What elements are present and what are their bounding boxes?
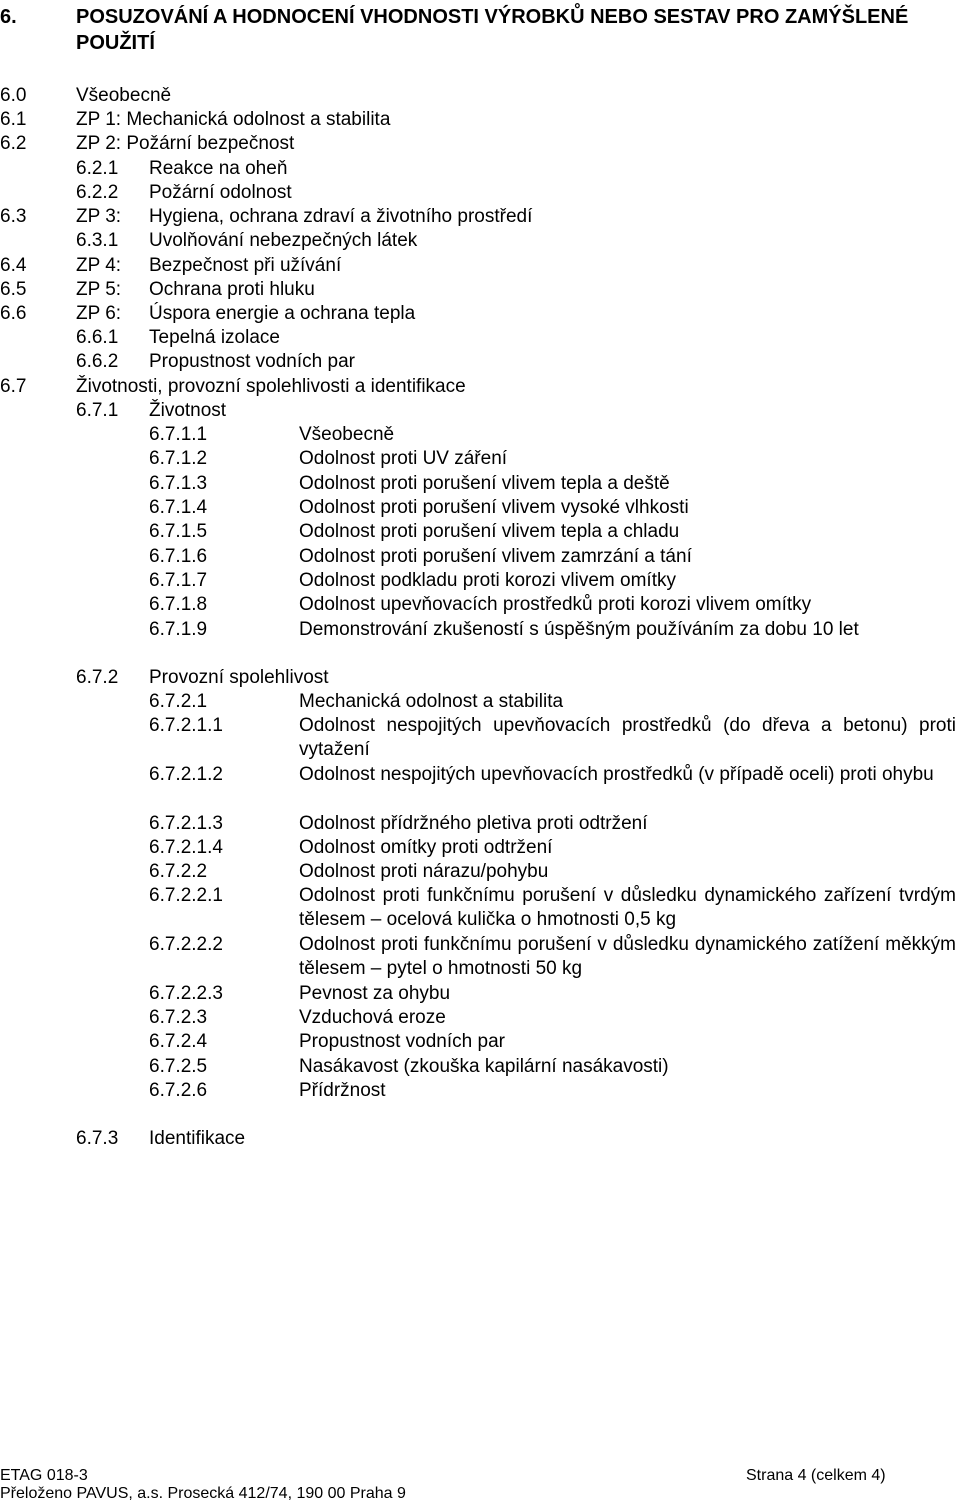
toc-entry-label: Nasákavost (zkouška kapilární nasákavosti) [299,1056,669,1077]
toc-entry-number: 6.7.1.7 [149,570,208,591]
toc-entry-number: 6.7.3 [76,1128,119,1149]
toc-entry [149,545,956,569]
toc-entry [149,1030,956,1054]
toc-entry-number: 6.4 [0,255,27,276]
toc-entry [76,666,956,690]
toc-entry-label: Propustnost vodních par [299,1031,505,1052]
toc-entry-number: 6.7.2.4 [149,1031,208,1052]
toc-entry-label: Všeobecně [299,424,395,445]
toc-entry-label: Propustnost vodních par [149,351,355,372]
toc-entry [149,884,956,932]
toc-entry [0,132,956,156]
toc-entry-label: Tepelná izolace [149,327,280,348]
toc-entry [149,520,956,544]
toc-entry [76,1127,956,1151]
toc-entry-prefix: ZP 5: [76,279,122,300]
toc-entry [0,254,956,278]
toc-entry-label: Odolnost proti funkčnímu porušení v důsledku dynamického zatížení měkkým tělesem – pytel o hmotnosti 50 kg [299,934,956,979]
toc-entry-number: 6.7.2.2.1 [149,885,223,906]
toc-entry-number: 6.2.2 [76,182,119,203]
toc-entry [0,278,956,302]
toc-entry [76,157,956,181]
toc-entry-label: ZP 2: Požární bezpečnost [76,133,295,154]
toc-entry-prefix: ZP 4: [76,255,122,276]
toc-entry-number: 6.2.1 [76,158,119,179]
toc-entry-number: 6.7.1.2 [149,448,208,469]
toc-entry [149,1055,956,1079]
toc-entry-label: Životnosti, provozní spolehlivosti a identifikace [76,376,466,397]
toc-entry-number: 6.7.2.1.3 [149,813,223,834]
toc-entry [76,399,956,423]
toc-entry-label: Mechanická odolnost a stabilita [299,691,564,712]
toc-entry-number: 6.1 [0,109,27,130]
toc-entry-number: 6.7.1.9 [149,619,208,640]
toc-entry-number: 6.7.2.6 [149,1080,208,1101]
toc-entry-number: 6.7.1.4 [149,497,208,518]
toc-entry [149,982,956,1006]
toc-entry [149,618,956,642]
toc-entry-number: 6.7.2.3 [149,1007,208,1028]
toc-entry-label: Odolnost proti funkčnímu porušení v důsledku dynamického zařízení tvrdým tělesem – ocelová kulička o hmotnosti 0,5 kg [299,885,956,930]
toc-entry [76,350,956,374]
toc-entry [0,205,956,229]
toc-entry [149,1079,956,1103]
toc-entry [149,423,956,447]
toc-entry-number: 6.5 [0,279,27,300]
footer-doc-id: ETAG 018-3 [0,1467,88,1484]
toc-entry-label: Odolnost proti UV záření [299,448,508,469]
toc-entry-label: Přídržnost [299,1080,386,1101]
toc-entry-number: 6.7.2.1.2 [149,764,223,785]
toc-entry-number: 6.7.2.2.3 [149,983,223,1004]
toc-entry-number: 6.2 [0,133,27,154]
toc-entry [149,472,956,496]
toc-entry-label: Odolnost proti porušení vlivem tepla a deště [299,473,670,494]
toc-entry-label: Životnost [149,400,227,421]
heading-title: POSUZOVÁNÍ A HODNOCENÍ VHODNOSTI VÝROBKŮ NEBO SESTAV PRO ZAMÝŠLENÉ POUŽITÍ [76,6,909,54]
toc-entry-label: Hygiena, ochrana zdraví a životního prostředí [149,206,533,227]
toc-entry-label: Odolnost proti porušení vlivem tepla a chladu [299,521,680,542]
toc-entry-label: Požární odolnost [149,182,292,203]
toc-entry-number: 6.6.2 [76,351,119,372]
toc-entry [76,181,956,205]
toc-entry [149,860,956,884]
toc-entry [149,763,956,811]
toc-entry [149,933,956,981]
footer-page-number: Strana 4 (celkem 4) [746,1467,886,1484]
toc-entry [0,302,956,326]
toc-entry-number: 6.3.1 [76,230,119,251]
toc-entry-number: 6.7.2.1 [149,691,208,712]
toc-entry-label: Odolnost omítky proti odtržení [299,837,553,858]
footer-translation-note: Přeloženo PAVUS, a.s. Prosecká 412/74, 190 00 Praha 9 [0,1485,406,1502]
toc-entry [149,569,956,593]
toc-entry-number: 6.0 [0,85,27,106]
toc-entry [149,690,956,714]
toc-entry-number: 6.7 [0,376,27,397]
toc-entry-number: 6.7.2.2 [149,861,208,882]
toc-entry-label: Reakce na oheň [149,158,288,179]
toc-entry [149,812,956,836]
toc-entry-number: 6.7.2.5 [149,1056,208,1077]
toc-entry-number: 6.6 [0,303,27,324]
toc-entry-label: Pevnost za ohybu [299,983,451,1004]
toc-entry-label: Odolnost proti porušení vlivem vysoké vlhkosti [299,497,689,518]
toc-entry [149,496,956,520]
heading-number: 6. [0,6,17,28]
toc-entry-number: 6.3 [0,206,27,227]
toc-entry [149,1006,956,1030]
toc-entry-label: Odolnost upevňovacích prostředků proti korozi vlivem omítky [299,594,812,615]
toc-entry [149,593,956,617]
toc-entry [149,714,956,762]
toc-entry [149,447,956,471]
toc-entry-label: Všeobecně [76,85,172,106]
toc-entry [0,84,956,108]
toc-entry-number: 6.7.2 [76,667,119,688]
toc-entry-number: 6.7.1.6 [149,546,208,567]
toc-entry-label: ZP 1: Mechanická odolnost a stabilita [76,109,391,130]
toc-entry-label: Odolnost nespojitých upevňovacích prostředků (do dřeva a betonu) proti vytažení [299,715,956,760]
toc-entry-number: 6.7.2.1.4 [149,837,223,858]
toc-entry-number: 6.7.1.5 [149,521,208,542]
toc-entry-label: Odolnost přídržného pletiva proti odtržení [299,813,648,834]
toc-entry-label: Identifikace [149,1128,246,1149]
toc-entry [76,229,956,253]
toc-entry-number: 6.7.1 [76,400,119,421]
toc-entry-label: Vzduchová eroze [299,1007,446,1028]
toc-entry-label: Odolnost nespojitých upevňovacích prostředků (v případě oceli) proti ohybu [299,764,934,785]
toc-entry [0,375,956,399]
toc-entry-label: Úspora energie a ochrana tepla [149,303,416,324]
toc-entry-number: 6.7.1.8 [149,594,208,615]
toc-entry-number: 6.6.1 [76,327,119,348]
toc-entry-label: Ochrana proti hluku [149,279,315,300]
toc-entry-number: 6.7.2.2.2 [149,934,223,955]
toc-entry-prefix: ZP 6: [76,303,122,324]
toc-entry-label: Demonstrování zkušeností s úspěšným používáním za dobu 10 let [299,619,859,640]
toc-entry-number: 6.7.1.1 [149,424,208,445]
toc-entry-label: Provozní spolehlivost [149,667,329,688]
toc-entry-number: 6.7.2.1.1 [149,715,223,736]
toc-entry-label: Uvolňování nebezpečných látek [149,230,418,251]
toc-entry [149,836,956,860]
toc-entry [0,108,956,132]
toc-entry-label: Bezpečnost při užívání [149,255,342,276]
toc-entry-number: 6.7.1.3 [149,473,208,494]
toc-entry-prefix: ZP 3: [76,206,122,227]
toc-entry-label: Odolnost proti nárazu/pohybu [299,861,549,882]
toc-entry [76,326,956,350]
toc-entry-label: Odolnost proti porušení vlivem zamrzání a tání [299,546,692,567]
toc-entry-label: Odolnost podkladu proti korozi vlivem omítky [299,570,676,591]
